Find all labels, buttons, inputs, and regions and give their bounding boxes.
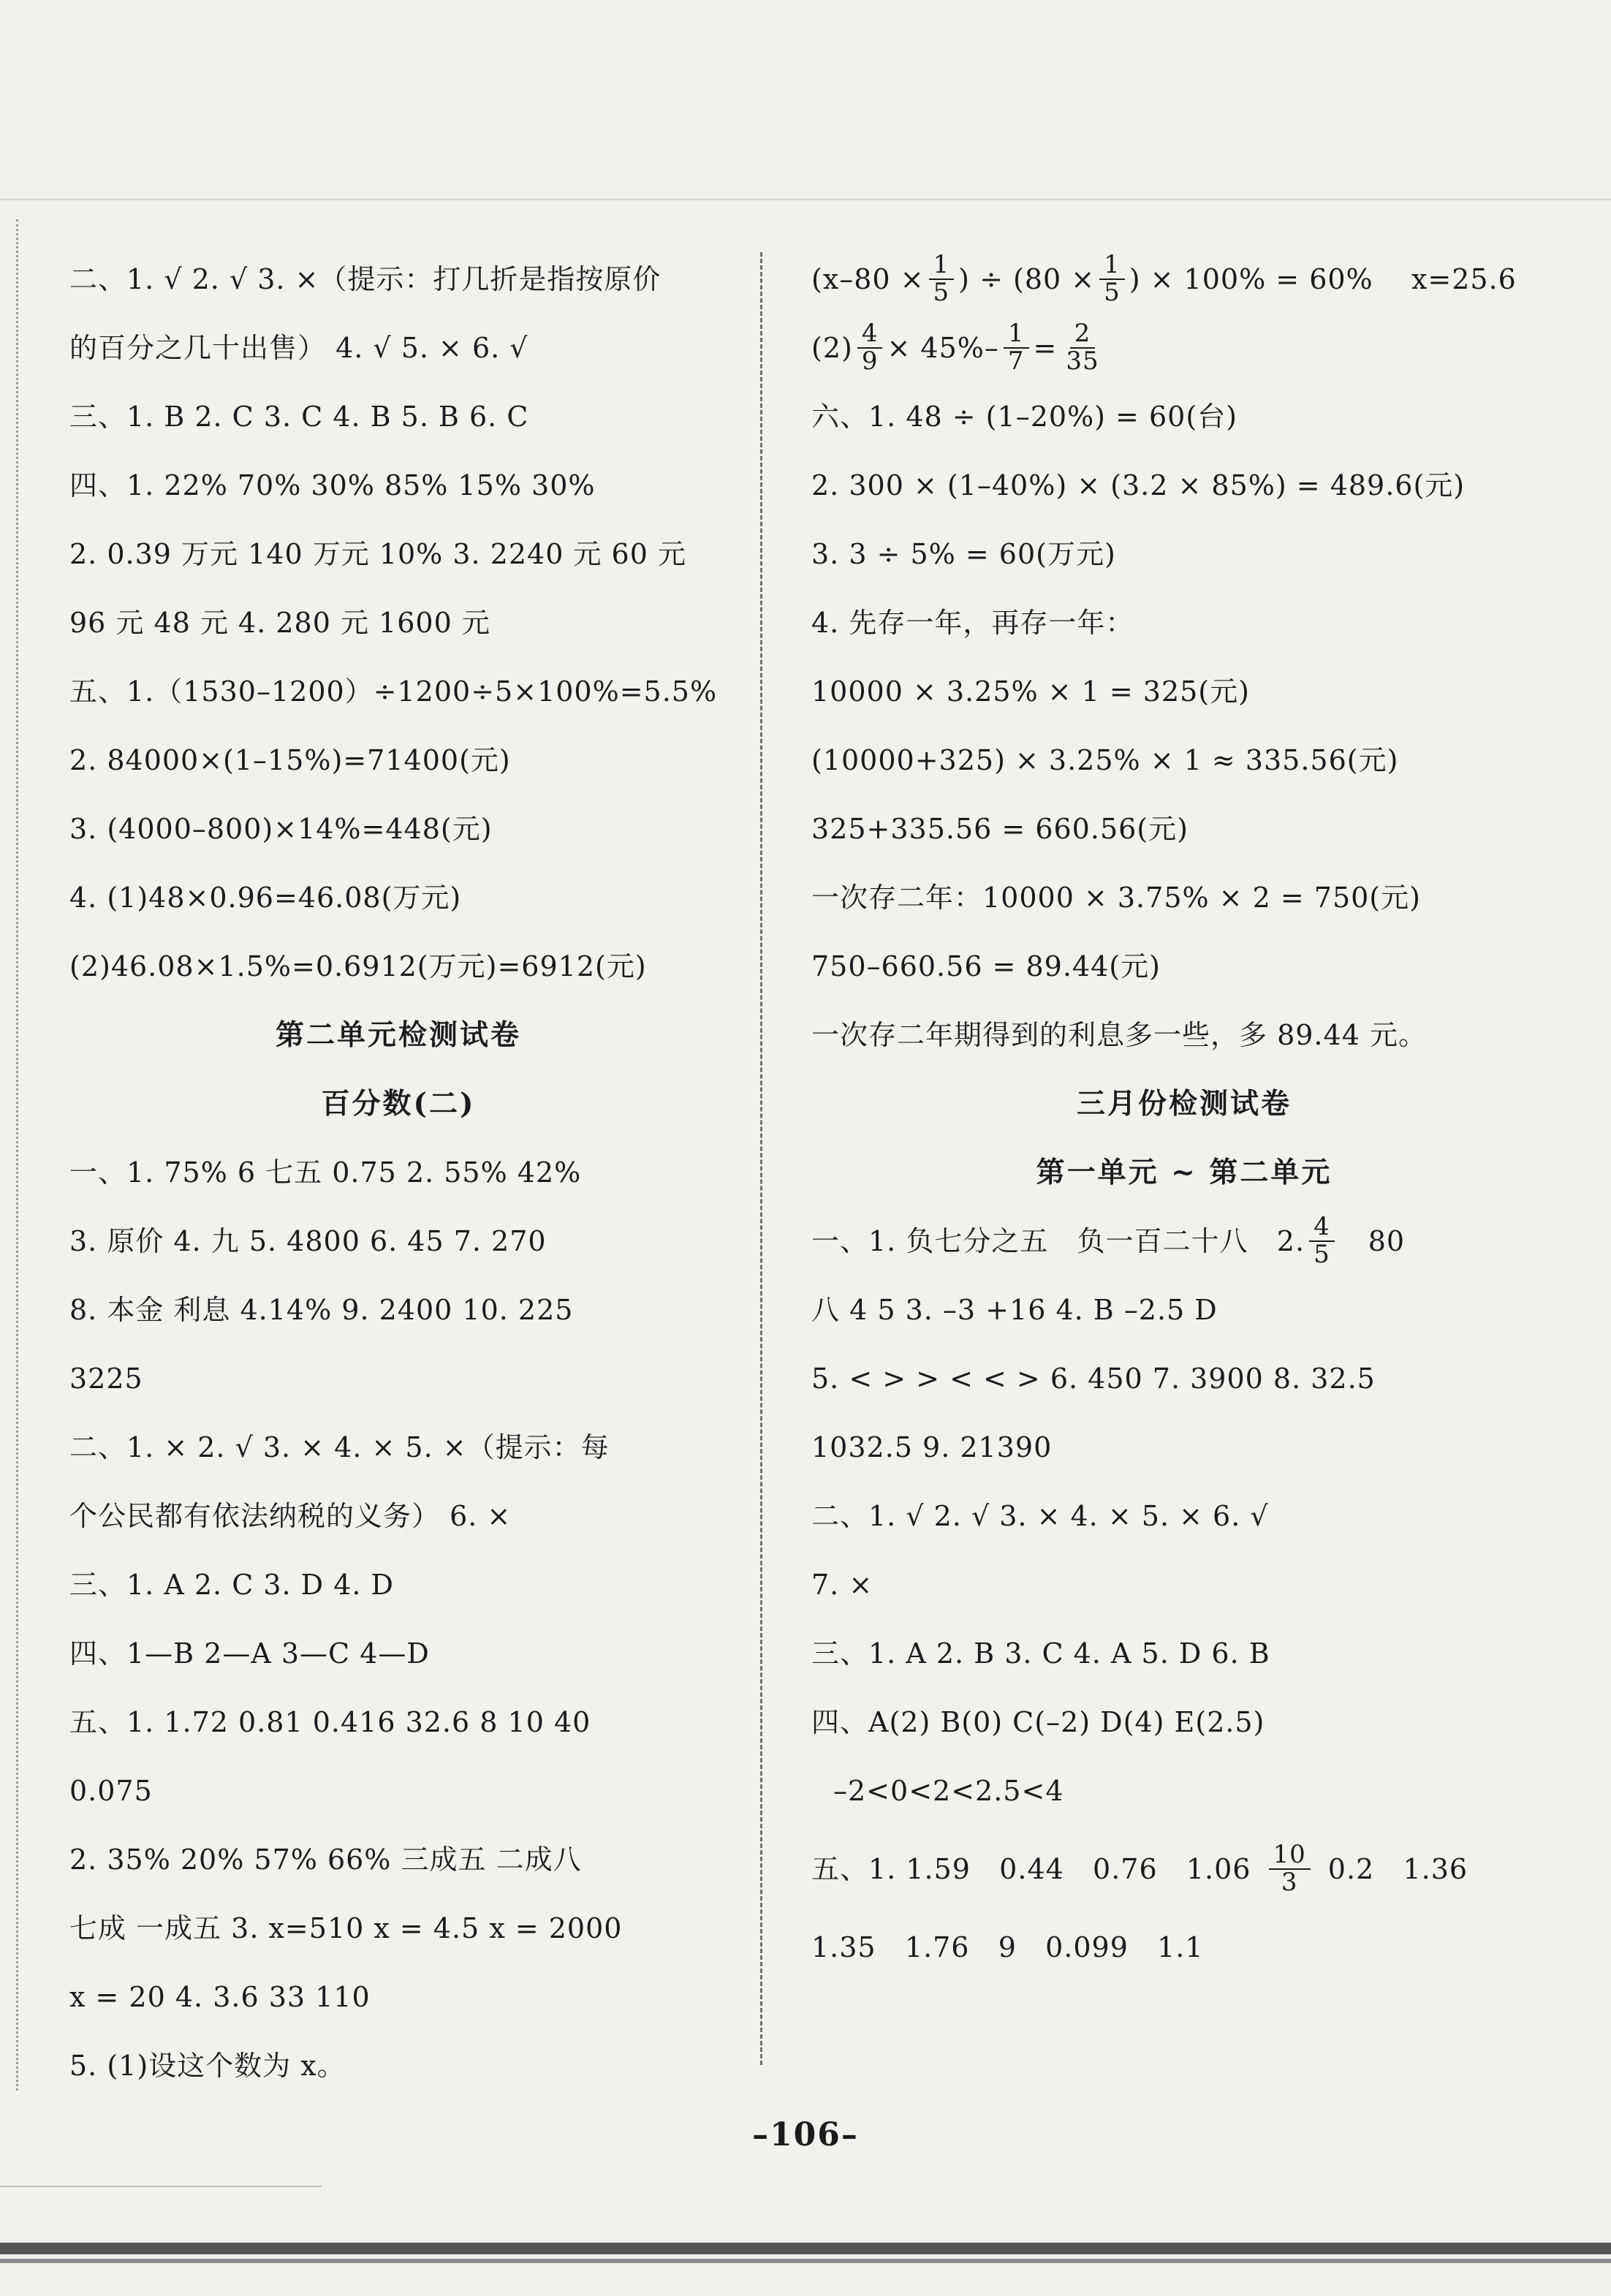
answer-line: 一次存二年期得到的利息多一些，多 89.44 元。	[811, 1019, 1427, 1051]
left-margin-line	[16, 219, 18, 2091]
column-divider	[760, 252, 762, 2065]
top-rule	[0, 199, 1611, 200]
answer-line: 2. 84000×(1–15%)=71400(元)	[69, 744, 511, 776]
answer-line	[811, 1825, 1557, 1913]
answer-line: 5. (1)设这个数为 x。	[69, 2050, 346, 2082]
answer-line: –2<0<2<2.5<4	[833, 1775, 1064, 1807]
answer-line: 四、A(2) B(0) C(–2) D(4) E(2.5)	[811, 1706, 1265, 1738]
answer-line: 三、1. A 2. C 3. D 4. D	[69, 1569, 395, 1601]
answer-line: 二、1. × 2. √ 3. × 4. × 5. ×（提示：每	[69, 1431, 610, 1463]
section-subheading: 百分数(二)	[321, 1087, 476, 1121]
answer-line: 750–660.56 = 89.44(元)	[811, 950, 1161, 982]
answer-line: 1.35 1.76 9 0.099 1.1	[811, 1931, 1204, 1963]
fraction: $\frac{2}{35}$	[1066, 319, 1099, 376]
answer-line: 96 元 48 元 4. 280 元 1600 元	[69, 607, 490, 639]
answer-line: 325+335.56 = 660.56(元)	[811, 813, 1189, 845]
answer-line: (2)46.08×1.5%=0.6912(万元)=6912(元)	[69, 950, 647, 982]
answer-line: 4. 先存一年，再存一年：	[811, 607, 1134, 639]
fraction: $\frac{4}{9}$	[857, 321, 883, 374]
fraction: $\frac{1}{5}$	[929, 252, 955, 306]
answer-line: 3225	[69, 1363, 143, 1395]
answer-line: 六、1. 48 ÷ (1–20%) = 60(台)	[811, 401, 1237, 433]
equation-text: (2)	[811, 332, 853, 364]
answer-line: 3. (4000–800)×14%=448(元)	[69, 813, 493, 845]
answer-line: 四、1. 22% 70% 30% 85% 15% 30%	[69, 469, 596, 501]
answer-line: (10000+325) × 3.25% × 1 ≈ 335.56(元)	[811, 744, 1399, 776]
answer-line: 七成 一成五 3. x=510 x = 4.5 x = 2000	[69, 1912, 623, 1944]
answer-line	[811, 1207, 1557, 1276]
answer-line: 5. < > > < < > 6. 450 7. 3900 8. 32.5	[811, 1363, 1376, 1395]
equation-line	[811, 314, 1557, 382]
answer-line: 10000 × 3.25% × 1 = 325(元)	[811, 675, 1250, 708]
answer-line: 四、1—B 2—A 3—C 4—D	[69, 1637, 430, 1670]
answer-line: 一次存二年：10000 × 3.75% × 2 = 750(元)	[811, 882, 1421, 914]
answer-line: 3. 3 ÷ 5% = 60(万元)	[811, 538, 1116, 570]
answer-line: 2. 35% 20% 57% 66% 三成五 二成八	[69, 1844, 582, 1876]
fraction: $\frac{10}{3}$	[1269, 1842, 1311, 1895]
footer-band-lower	[0, 2259, 1611, 2263]
fraction: $\frac{4}{5}$	[1309, 1214, 1335, 1268]
answer-line: 五、1.（1530–1200）÷1200÷5×100%=5.5%	[69, 675, 718, 708]
answer-line: 1032.5 9. 21390	[811, 1431, 1053, 1463]
answer-line: 2. 300 × (1–40%) × (3.2 × 85%) = 489.6(元)	[811, 469, 1466, 501]
answer-line: x = 20 4. 3.6 33 110	[69, 1981, 371, 2013]
answer-line: 0.075	[69, 1775, 153, 1807]
answer-line: 2. 0.39 万元 140 万元 10% 3. 2240 元 60 元	[69, 538, 686, 570]
equation-text: ) ÷ (80 ×	[958, 263, 1096, 295]
section-heading: 三月份检测试卷	[1076, 1087, 1292, 1121]
answer-line: 三、1. A 2. B 3. C 4. A 5. D 6. B	[811, 1637, 1270, 1670]
bottom-rule	[0, 2186, 322, 2187]
answer-text: 一、1. 负七分之五 负一百二十八 2.	[811, 1225, 1305, 1257]
answer-line: 二、1. √ 2. √ 3. ×（提示：打几折是指按原价	[69, 263, 662, 295]
answer-line: 五、1. 1.72 0.81 0.416 32.6 8 10 40	[69, 1706, 591, 1738]
answer-line: 7. ×	[811, 1569, 873, 1601]
answer-text: 80	[1368, 1225, 1406, 1257]
fraction: $\frac{1}{7}$	[1004, 321, 1029, 374]
section-subheading: 第一单元 ~ 第二单元	[1036, 1156, 1333, 1189]
answer-line: 8. 本金 利息 4.14% 9. 2400 10. 225	[69, 1294, 574, 1326]
answer-line: 二、1. √ 2. √ 3. × 4. × 5. × 6. √	[811, 1500, 1269, 1532]
equation-text: ) × 100% = 60% x=25.6	[1129, 263, 1517, 295]
right-column	[811, 245, 1557, 1982]
answer-line: 个公民都有依法纳税的义务） 6. ×	[69, 1500, 512, 1532]
section-heading: 第二单元检测试卷	[275, 1018, 521, 1052]
equation-line	[811, 245, 1557, 314]
equation-text: (x–80 ×	[811, 263, 925, 295]
answer-text: 五、1. 1.59 0.44 0.76 1.06	[811, 1853, 1251, 1885]
answer-line: 的百分之几十出售） 4. √ 5. × 6. √	[69, 332, 528, 364]
answer-line: 3. 原价 4. 九 5. 4800 6. 45 7. 270	[69, 1225, 547, 1257]
answer-line: 八 4 5 3. –3 +16 4. B –2.5 D	[811, 1294, 1218, 1326]
equation-text: =	[1033, 332, 1058, 364]
page-number: –106–	[752, 2116, 859, 2153]
answer-text: 0.2 1.36	[1327, 1853, 1468, 1885]
answer-line: 一、1. 75% 6 七五 0.75 2. 55% 42%	[69, 1156, 582, 1189]
answer-line: 4. (1)48×0.96=46.08(万元)	[69, 882, 462, 914]
fraction: $\frac{1}{5}$	[1099, 252, 1125, 306]
left-column	[69, 245, 727, 2100]
answer-line: 三、1. B 2. C 3. C 4. B 5. B 6. C	[69, 401, 529, 433]
equation-text: × 45%–	[887, 332, 999, 364]
footer-band	[0, 2243, 1611, 2254]
